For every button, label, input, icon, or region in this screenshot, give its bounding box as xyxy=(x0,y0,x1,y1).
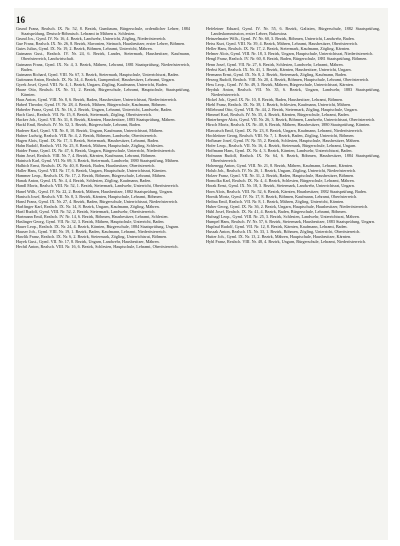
directory-entry: Hainisch Karl, Gyml. VII. Nr. 69, 3. Bezirk, Steiermark, Landwehr, 1880 Staatsprüfung, Mähren. xyxy=(16,158,180,164)
directory-entry: Horn Alois, Realsch. VIII. Nr. 52, 6. Bezirk, Kärnten, Hausbesitzer, 1882 Staatsprüfung, Baden. xyxy=(206,188,367,194)
directory-entry: Guttmann Anton, Realsch. IX. Nr. 34, 4. Bezirk, Gumpendorf, Hausbesitzer, Lehramt, Ungarn. xyxy=(16,76,175,82)
directory-entry: Gutes Julius, Gyml. IX. Nr. 19, 2. Bezirk, Böhmen, Lehramt, Unterricht, Mähren. xyxy=(16,46,153,52)
directory-entry: Hohenegg Anton, Gyml. VIII. Nr. 21, 8. Bezirk, Mähren, Kaufmann, Lehramt, Kärnten. xyxy=(206,163,354,169)
directory-entry: Haas Anton, Gyml. VIII. Nr. 8, 6. Bezirk, Baden, Hausbesitzer, Unterrichtsrat, Niederösterreich. xyxy=(16,97,178,103)
directory-entry: Hrdina Emil, Realsch. VII. Nr. 8, 1. Bezirk, Mähren, Zögling, Unterricht, Kärnten. xyxy=(206,198,345,204)
directory-entry: Hinterberger Alois, Gyml. VII. Nr. 26, 3. Bezirk, Böhmen, Landwehr, Unterrichtsrat, Oberösterreich. xyxy=(206,117,376,123)
directory-entry: Haderer Karl, Gyml. VII. Nr. 8, 10. Bezirk, Ungarn, Kaufmann, Unterrichtsrat, Mähren. xyxy=(16,127,164,133)
directory-entry: Gutmann Richard, Gyml. VIII. Nr. 67, 3. Bezirk, Steiermark, Hauptschule, Unterrichtsrat, Baden. xyxy=(16,71,180,77)
directory-entry: Heiss Kurt, Gyml. VIII. Nr. 39, 4. Bezirk, Mähren, Lehramt, Hausbesitzer, Oberösterreich. xyxy=(206,41,358,47)
directory-entry: Hackl Emil, Realsch. IV. Nr. 52, 3. Bezirk, Bürgerschule, Lehramt, Baden. xyxy=(16,122,141,128)
directory-entry: Hlawatsch Emil, Gyml. IX. Nr. 23, 8. Bezirk, Ungarn, Kaufmann, Lehramt, Niederösterreich. xyxy=(206,127,363,133)
directory-entry: Gutmann Gust., Realsch. IV. Nr. 24, 6. Bezirk, Landes, Steiermark, Hausbesitzer, Kaufmann, Oberösterreich, Landwirtschaft. xyxy=(16,51,190,62)
directory-entry: Hacker Joh., Gyml. VII. Nr. 31, 8. Bezirk, Kärnten, Hausbesitzer, 1883 Staatsprüfung, Mähren. xyxy=(16,117,176,123)
page-number: 16 xyxy=(16,15,25,25)
directory-entry: Heyduk Anton, Realsch. VII. Nr. 35, 6. Bezirk, Ungarn, Landwehr, 1883 Staatsprüfung, Niederösterreich. xyxy=(206,86,380,98)
directory-entry: Hutter Joh., Gyml. IX. Nr. 13, 2. Bezirk, Mähren, Hauptschule, Hausbesitzer, Kärnten. xyxy=(206,234,352,240)
directory-entry: Hafner Ludwig, Realsch. VIII. Nr. 4, 2. Bezirk, Böhmen, Landwehr, Oberösterreich. xyxy=(16,132,158,138)
directory-entry: Hufnagl Leop., Gyml. VIII. Nr. 25, 3. Bezirk, Schlesien, Landwehr, Unterrichtsrat, Mähren. xyxy=(206,213,360,219)
directory-entry: Hach Gust., Realsch. VII. Nr. 15, 8. Bezirk, Steiermark, Zögling, Oberösterreich. xyxy=(16,112,152,118)
directory-entry: Hirsch Moriz, Realsch. IX. Nr. 40, 6. Bezirk, Mähren, Hausbesitzer, 1880 Staatsprüfung, Kärnten. xyxy=(206,122,371,128)
directory-entry: Heinzelmaier Wilh., Gyml. IV. Nr. 60, 3. Bezirk, Böhmen, Unterricht, Landwehr, Baden. xyxy=(206,36,355,42)
directory-entry: Grund Jos., Gyml. IV. Nr. 16, 4. Bezirk, Landwehr, Unterricht, Zögling, Niederösterreich. xyxy=(16,36,167,42)
document-page xyxy=(14,8,388,540)
directory-entry: Helmer Alois, Gyml. VIII. Nr. 18, 3. Bezirk, Ungarn, Hauptschule, Unterrichtsrat, Niederösterreich. xyxy=(206,51,374,57)
directory-entry: Haberler Franz, Gyml. IX. Nr. 16, 2. Bezirk, Ungarn, Lehramt, Unterricht, Landwehr, Baden. xyxy=(16,107,173,113)
directory-entry: Grund Franz, Realsch. IX. Nr. 52, 8. Bezirk, Gumbaum, Bürgerschule, ordentlicher Lehrer, 1884 Staatsprüfung, Deutsch-Böhmisch. Lehramt in Mähren u. Schlesien. xyxy=(16,26,190,37)
directory-entry: Gue Franz, Realsch. IX. Nr. 26, 8. Bezirk, Slavonien, Steinach, Hausbesitzer, erster Lehrer, Böhmen. xyxy=(16,41,186,47)
directory-entry: Hauer Leop., Realsch. IX. Nr. 24, 4. Bezirk, Kärnten, Bürgerschule, 1884 Staatsprüfung, Ungarn. xyxy=(16,224,180,230)
directory-entry: Hiebl Franz, Realsch. IX. Nr. 38, 1. Bezirk, Schlesien, Kaufmann, Unterricht, Mähren. xyxy=(206,102,352,108)
directory-entry: Halbich Ernst, Realsch. IX. Nr. 40, 8. Bezirk, Baden, Hausbesitzer, Oberösterreich. xyxy=(16,163,156,169)
directory-entry: Heller Hans, Realsch. IX. Nr. 17, 2. Bezirk, Steiermark, Kaufmann, Zögling, Kärnten. xyxy=(206,46,351,52)
directory-entry: Herzog Rudolf, Realsch. VIII. Nr. 20, 4. Bezirk, Böhmen, Hauptschule, Lehramt, Oberösterreich. xyxy=(206,76,370,82)
directory-entry: Hagen Alois, Gyml. IX. Nr. 17, 3. Bezirk, Steiermark, Hausbesitzer, Lehramt, Baden. xyxy=(16,137,160,143)
directory-entry: Hussak Anton, Realsch. IX. Nr. 33, 1. Bezirk, Böhmen, Zögling, Unterricht, Oberösterreich. xyxy=(206,229,361,235)
directory-entry: Hillebrand Otto, Gyml. VIII. Nr. 44, 2. Bezirk, Steiermark, Zögling, Hauptschule, Ungarn. xyxy=(206,107,358,113)
directory-entry: Harlfinger Karl, Realsch. IX. Nr. 14, 8. Bezirk, Ungarn, Kaufmann, Zögling, Mähren. xyxy=(16,203,160,209)
directory-entry: Hauser Joh., Gyml. VIII. Nr. 19, 1. Bezirk, Baden, Kaufmann, Lehramt, Niederösterreich. xyxy=(16,229,167,235)
right-column xyxy=(206,26,380,536)
directory-entry: Haberl Theodor, Gyml. IV. Nr. 28, 4. Bezirk, Mähren, Bürgerschule, Kaufmann, Böhmen. xyxy=(16,102,167,108)
directory-entry: Horak Ernst, Gyml. IX. Nr. 18, 3. Bezirk, Steiermark, Landwehr, Unterrichtsrat, Ungarn. xyxy=(206,183,355,189)
left-column xyxy=(16,26,190,536)
directory-entry: Hofmann Rudolf, Realsch. IX. Nr. 64, 6. Bezirk, Böhmen, Hausbesitzer, 1884 Staatsprüfung, Oberösterreich. xyxy=(206,152,380,164)
directory-entry: Hoffmann Hans, Gyml. IX. Nr. 4, 3. Bezirk, Kärnten, Landwehr, Unterrichtsrat, Baden. xyxy=(206,147,353,153)
directory-entry: Hess Leop., Gyml. IV. Nr. 49, 3. Bezirk, Mähren, Bürgerschule, Unterrichtsrat, Kärnten. xyxy=(206,81,354,87)
directory-entry: Handl Moriz, Realsch. VIII. Nr. 52, 1. Bezirk, Steiermark, Landwehr, Unterricht, Oberösterreich. xyxy=(16,183,179,189)
directory-entry: Hofbauer Josef, Gyml. IV. Nr. 55, 2. Bezirk, Schlesien, Hauptschule, Hausbesitzer, Mähren. xyxy=(206,137,360,143)
directory-entry: Hanisch Josef, Realsch. VII. Nr. 8, 3. Bezirk, Kärnten, Hauptschule, Lehramt, Böhmen. xyxy=(16,193,163,199)
directory-entry: Herbst Karl, Realsch. IX. Nr. 41, 1. Bezirk, Kärnten, Hausbesitzer, Unterricht, Ungarn. xyxy=(206,66,352,72)
directory-entry: Hayek Gust., Gyml. VII. Nr. 17, 8. Bezirk, Ungarn, Landwehr, Hausbesitzer, Mähren. xyxy=(16,239,160,245)
directory-entry: Holzer Franz, Gyml. VII. Nr. 31, 2. Bezirk, Baden, Hauptschule, Hausbesitzer, Böhmen. xyxy=(206,173,355,179)
directory-entry: Haslinger Georg, Gyml. VII. Nr. 32, 3. Bezirk, Mähren, Hauptschule, Unterricht, Baden. xyxy=(16,218,165,224)
directory-entry: Hartl Rudolf, Gyml. VIII. Nr. 52, 2. Bezirk, Steiermark, Landwehr, Oberösterreich. xyxy=(16,208,156,214)
directory-entry: Hartmann Emil, Realsch. IV. Nr. 14, 6. Bezirk, Böhmen, Hausbesitzer, Lehramt, Schlesien. xyxy=(16,213,169,219)
directory-entry: Hechtl Anton, Realsch. VIII. Nr. 16, 6. Bezirk, Schlesien, Hauptschule, Lehramt, Oberösterreich. xyxy=(16,244,179,250)
directory-entry: Henn Josef, Gyml. VII. Nr. 27, 6. Bezirk, Schlesien, Landwehr, Lehramt, Mähren. xyxy=(206,61,344,67)
directory-entry: Hochleitner Georg, Realsch. VIII. Nr. 7, 1. Bezirk, Baden, Zögling, Unterricht, Böhmen. xyxy=(206,132,355,138)
directory-entry: Himmel Karl, Realsch. IV. Nr. 35, 4. Bezirk, Kärnten, Bürgerschule, Lehramt, Baden. xyxy=(206,112,350,118)
directory-entry: Humpel Hans, Realsch. IV. Nr. 57, 6. Bezirk, Steiermark, Hausbesitzer, 1883 Staatsprüfung, Ungarn. xyxy=(206,218,375,224)
directory-entry: Gyrek Josef, Gyml. VIII. Nr. 4, 1. Bezirk, Ungarn, Zögling, Kaufmann, Unterricht, Baden. xyxy=(16,81,168,87)
directory-entry: Hefeleiner Eduard, Gyml. IV. Nr. 55, 6. Bezirk, Galizien, Bürgerschule, 1882 Staatsprüfung, Landeskommission, erster Lehrer, Bukowina. xyxy=(206,26,380,37)
directory-entry: Hermann Ernst, Gyml. IX. Nr. 8, 2. Bezirk, Steiermark, Zögling, Kaufmann, Baden. xyxy=(206,71,347,77)
directory-entry: Hansl Franz, Gyml. IX. Nr. 27, 4. Bezirk, Baden, Bürgerschule, Unterrichtsrat, Niederösterreich. xyxy=(16,198,179,204)
directory-entry: Hanak Anton, Gyml. IX. Nr. 4, 4. Bezirk, Schlesien, Zögling, Kaufmann, Baden. xyxy=(16,178,152,184)
directory-entry: Hickel Joh., Gyml. IX. Nr. 10, 8. Bezirk, Baden, Hausbesitzer, Lehramt, Böhmen. xyxy=(206,97,344,103)
directory-entry: Homolka Karl, Realsch. IX. Nr. 4, 4. Bezirk, Schlesien, Bürgerschule, Lehramt, Mähren. xyxy=(206,178,355,184)
directory-entry: Haase Otto, Realsch. IX. Nr. 51, 2. Bezirk, Bürgerschule, Lehramt, Hauptschule, Staatsprüfung, Kärnten. xyxy=(16,86,190,98)
directory-entry: Hybl Franz, Realsch. VIII. Nr. 48, 4. Bezirk, Ungarn, Bürgerschule, Lehramt, Niederösterreich. xyxy=(206,239,366,245)
directory-entry: Holub Joh., Realsch. IV. Nr. 26, 1. Bezirk, Ungarn, Zögling, Unterricht, Niederösterreich. xyxy=(206,168,357,174)
directory-entry: Huber Georg, Gyml. IX. Nr. 36, 2. Bezirk, Ungarn, Hauptschule, Hausbesitzer, Niederösterreich. xyxy=(206,203,369,209)
directory-entry: Haller Hans, Gyml. VIII. Nr. 17, 6. Bezirk, Ungarn, Hauptschule, Unterrichtsrat, Kärnten. xyxy=(16,168,167,174)
directory-entry: Hengl Franz, Realsch. IV. Nr. 60, 8. Bezirk, Baden, Bürgerschule, 1881 Staatsprüfung, Böhmen. xyxy=(206,56,368,62)
directory-entry: Hofer Leop., Realsch. VII. Nr. 16, 4. Bezirk, Steiermark, Bürgerschule, Lehramt, Ungarn. xyxy=(206,142,357,148)
directory-entry: Hahn Rudolf, Realsch. VII. Nr. 25, 8. Bezirk, Mähren, Hauptschule, Zögling, Schlesien. xyxy=(16,142,164,148)
directory-entry: Haider Franz, Gyml. IX. Nr. 47, 6. Bezirk, Ungarn, Bürgerschule, Unterricht, Niederösterreich. xyxy=(16,147,176,153)
directory-entry: Hanel Wilh., Gyml. IV. Nr. 22, 2. Bezirk, Mähren, Hausbesitzer, 1882 Staatsprüfung, Ungarn. xyxy=(16,188,173,194)
directory-entry: Hammer Leop., Realsch. IX. Nr. 17, 2. Bezirk, Böhmen, Bürgerschule, Lehramt, Mähren. xyxy=(16,173,167,179)
directory-entry: Hawlik Franz, Realsch. IX. Nr. 6, 2. Bezirk, Steiermark, Zögling, Unterrichtsrat, Böhmen. xyxy=(16,234,168,240)
directory-entry: Hornik Moriz, Gyml. IV. Nr. 17, 8. Bezirk, Böhmen, Kaufmann, Lehramt, Oberösterreich. xyxy=(206,193,358,199)
directory-entry: Hupfauf Rudolf, Gyml. VII. Nr. 12, 8. Bezirk, Kärnten, Kaufmann, Lehramt, Baden. xyxy=(206,224,348,230)
directory-entry: Gutmann Franz, Gyml. IX. Nr. 4, 3. Bezirk, Mähren, Lehramt, 1881 Staatsprüfung, Niederösterreich, Baden. xyxy=(16,61,190,72)
directory-entry: Hübl Josef, Realsch. IX. Nr. 41, 4. Bezirk, Baden, Bürgerschule, Lehramt, Böhmen. xyxy=(206,208,347,214)
directory-entry: Haim Josef, Realsch. VIII. Nr. 7, 4. Bezirk, Kärnten, Kaufmann, Lehramt, Böhmen. xyxy=(16,152,157,158)
